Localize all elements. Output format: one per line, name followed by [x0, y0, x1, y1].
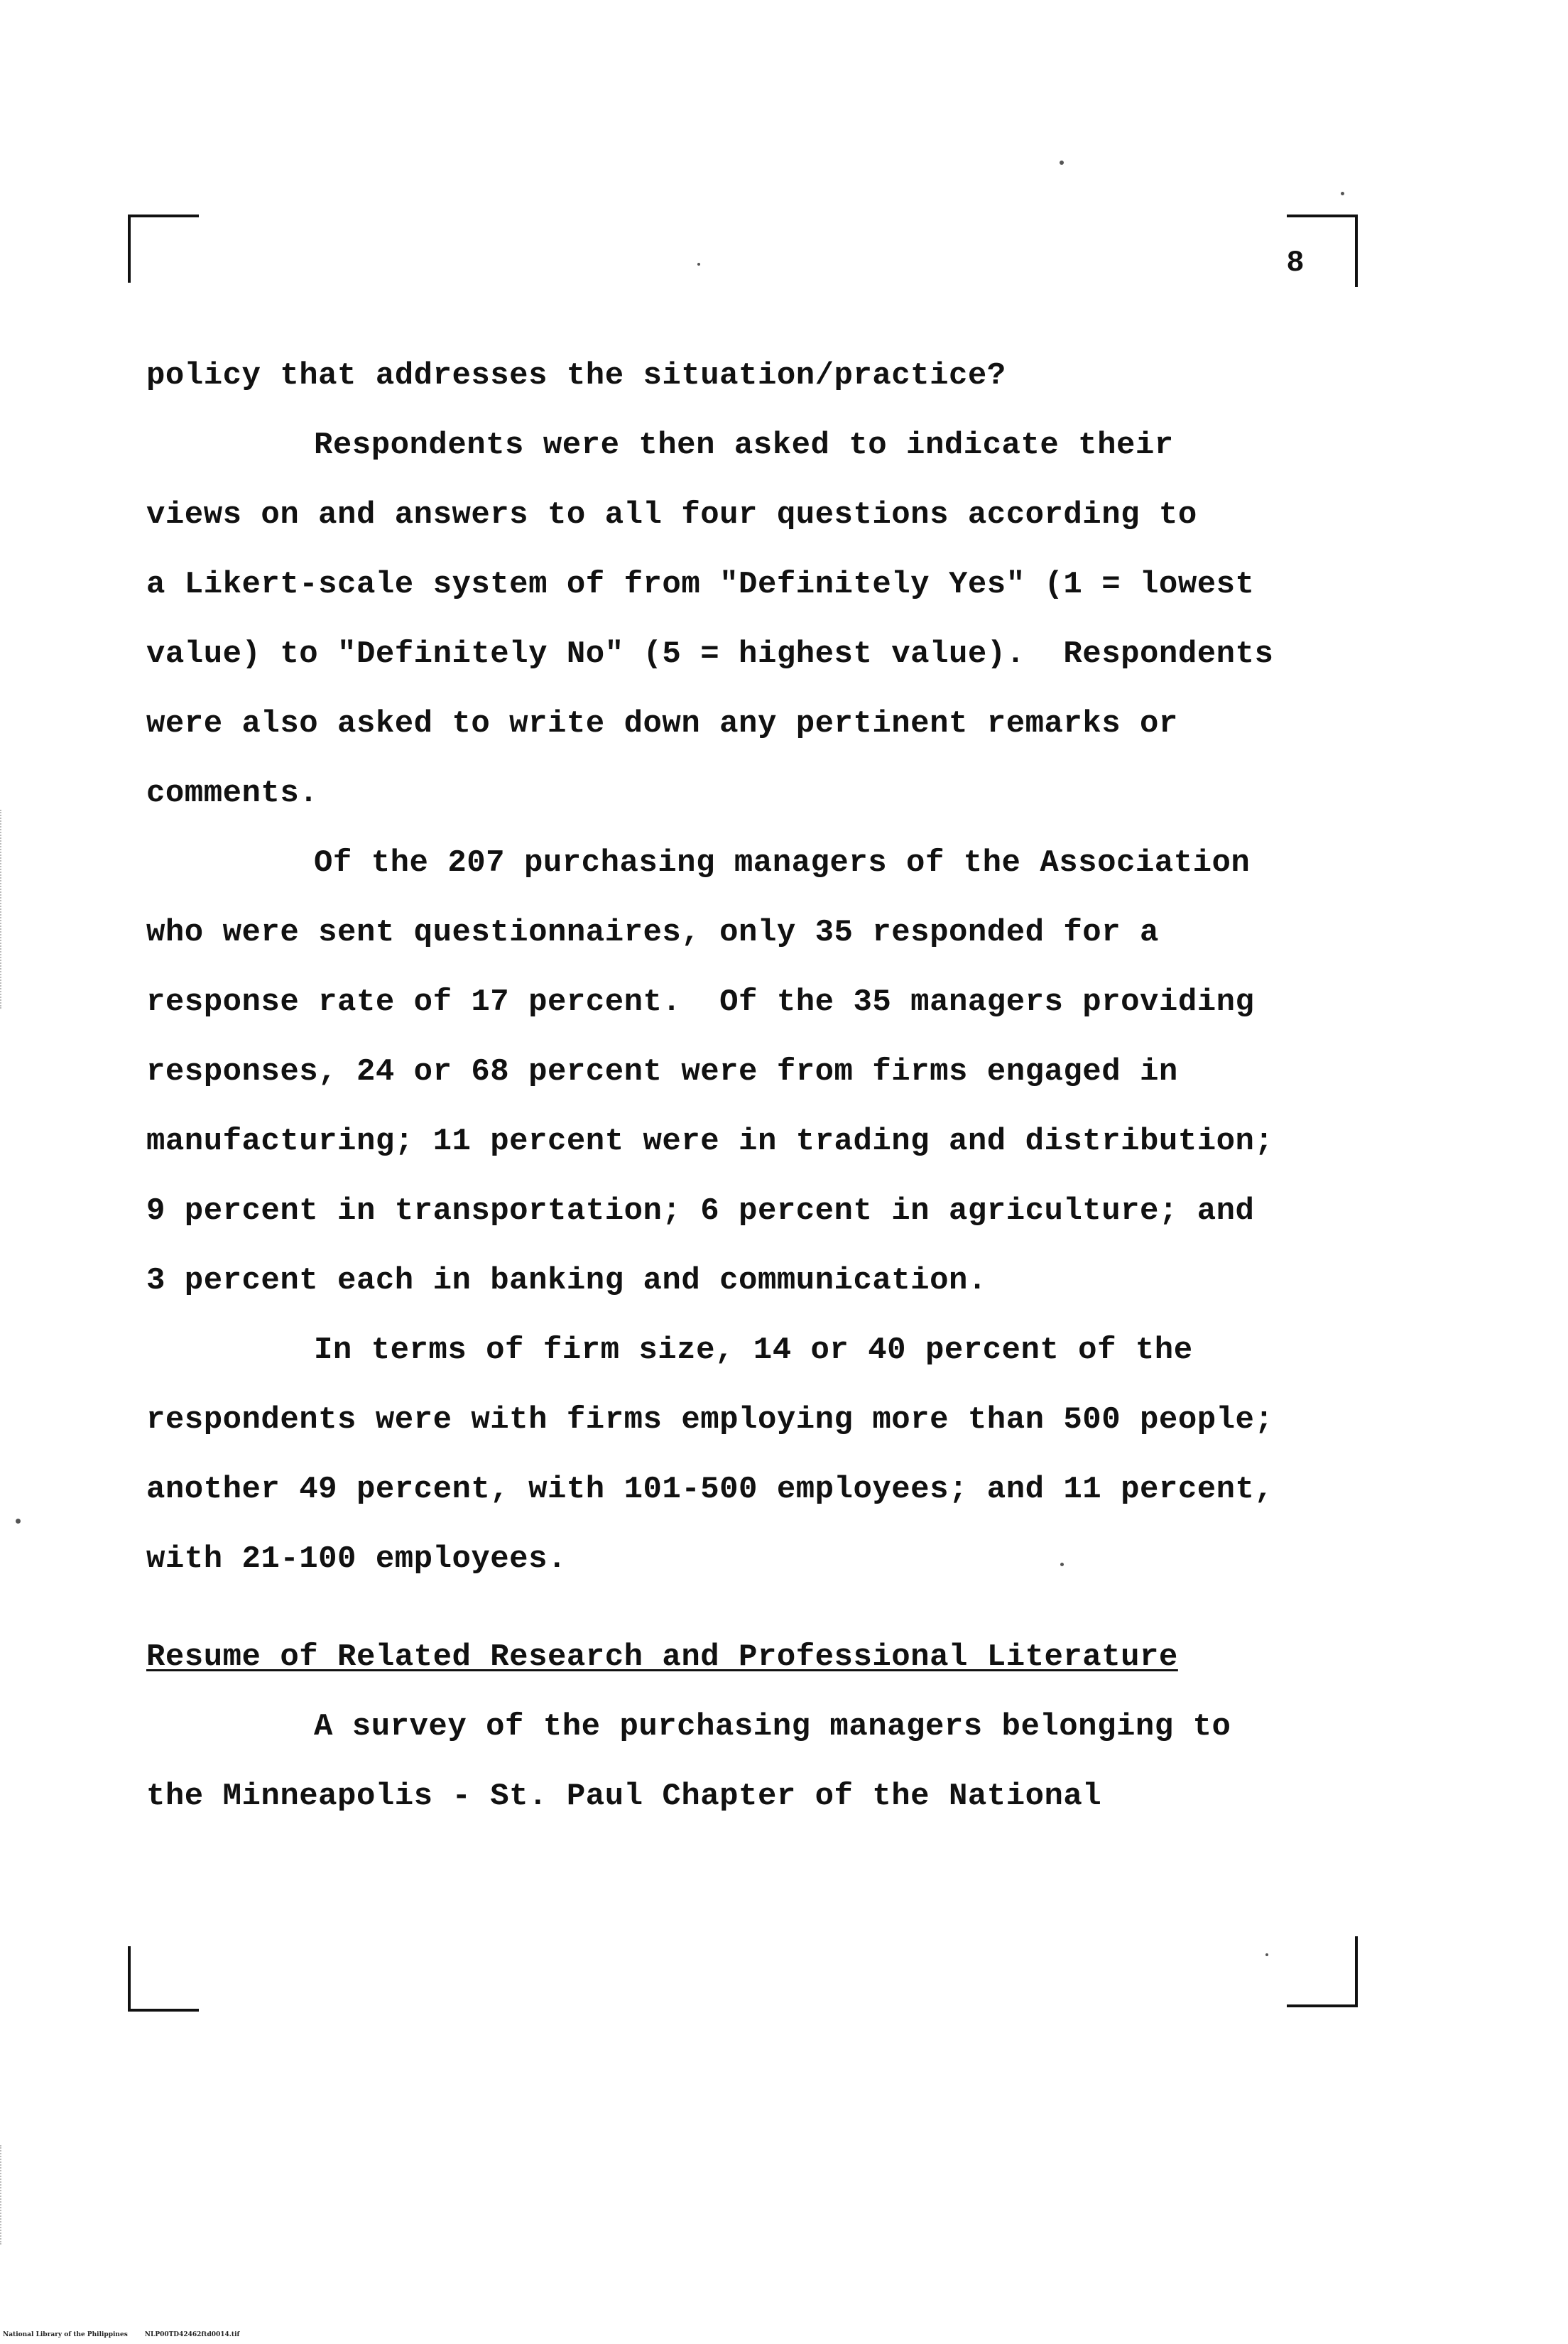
scan-speck: [1265, 1953, 1268, 1956]
text-line: respondents were with firms employing more than 500 people;: [146, 1402, 1274, 1438]
text-line: A survey of the purchasing managers belonging to: [314, 1709, 1231, 1745]
section-heading: Resume of Related Research and Professional Literature: [146, 1639, 1178, 1675]
text-line: another 49 percent, with 101-500 employees; and 11 percent,: [146, 1472, 1274, 1507]
text-line: In terms of firm size, 14 or 40 percent of the: [314, 1333, 1193, 1368]
text-line: value) to "Definitely No" (5 = highest value). Respondents: [146, 636, 1274, 672]
crop-mark-top-left: [128, 215, 199, 283]
text-line: manufacturing; 11 percent were in trading and distribution;: [146, 1124, 1274, 1159]
text-line: responses, 24 or 68 percent were from firms engaged in: [146, 1054, 1178, 1090]
page-number: 8: [1286, 246, 1305, 280]
text-line: with 21-100 employees.: [146, 1541, 567, 1577]
text-line: who were sent questionnaires, only 35 responded for a: [146, 915, 1159, 950]
footer-file: NLP00TD42462ftd0014.tif: [144, 2331, 240, 2338]
scan-speck: [697, 263, 700, 266]
crop-mark-bottom-left: [128, 1946, 199, 2012]
text-line: views on and answers to all four questions according to: [146, 497, 1197, 533]
text-line: policy that addresses the situation/practice?: [146, 358, 1006, 394]
scan-speck: [16, 1519, 21, 1524]
text-line: 9 percent in transportation; 6 percent in agriculture; and: [146, 1193, 1255, 1229]
scan-speck: [1341, 192, 1344, 195]
body-text: [146, 341, 1368, 1831]
footer-library: National Library of the Philippines: [3, 2331, 128, 2338]
text-line: response rate of 17 percent. Of the 35 managers providing: [146, 984, 1255, 1020]
scan-speck: [1060, 1563, 1064, 1566]
text-line: the Minneapolis - St. Paul Chapter of the National: [146, 1779, 1102, 1814]
text-line: Respondents were then asked to indicate their: [314, 428, 1174, 463]
scan-speck: [1060, 161, 1064, 165]
text-line: 3 percent each in banking and communication.: [146, 1263, 987, 1298]
text-line: a Likert-scale system of from "Definitely Yes" (1 = lowest: [146, 567, 1255, 602]
text-line: comments.: [146, 776, 319, 811]
scan-edge-noise: [0, 2145, 11, 2245]
scan-edge-noise: [0, 810, 11, 1009]
crop-mark-bottom-right: [1287, 1936, 1358, 2007]
text-line: were also asked to write down any pertinent remarks or: [146, 706, 1178, 742]
scan-footer: [3, 2331, 256, 2338]
text-line: Of the 207 purchasing managers of the Association: [314, 845, 1251, 881]
